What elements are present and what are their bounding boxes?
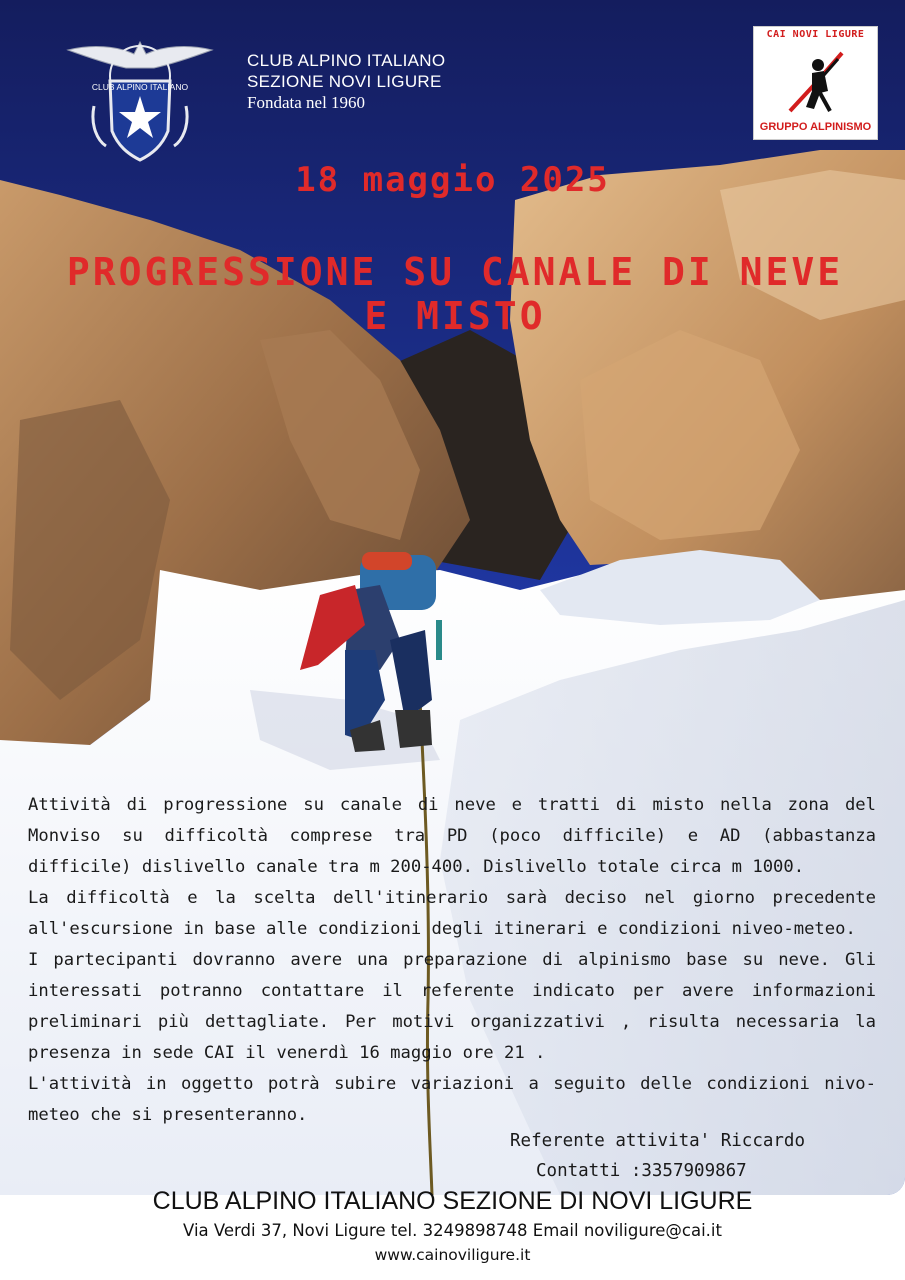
emblem-text: CLUB ALPINO ITALIANO (91, 82, 189, 92)
club-section: SEZIONE NOVI LIGURE (247, 72, 442, 91)
event-title-line1: PROGRESSIONE SU CANALE DI NEVE (66, 250, 844, 294)
club-header (247, 50, 445, 113)
group-alpinismo-logo (753, 26, 878, 140)
group-logo-bottom: GRUPPO ALPINISMO (759, 121, 872, 133)
description-paragraph: L'attività in oggetto potrà subire variazioni a seguito delle condizioni nivo-meteo che si presenteranno. (28, 1074, 876, 1125)
description-paragraph: I partecipanti dovranno avere una preparazione di alpinismo base su neve. Gli interessati potranno contattare il referente indicato per avere informazioni preliminari più dettagliate. Per motivi organizzativi , risulta necessaria la presenza in sede CAI il venerdì 16 maggio ore 21 . (28, 950, 876, 1063)
event-description (28, 790, 876, 1131)
cai-eagle-emblem (62, 36, 218, 166)
club-name: CLUB ALPINO ITALIANO (247, 51, 446, 70)
event-date: 18 maggio 2025 (295, 160, 610, 200)
description-paragraph: La difficoltà e la scelta dell'itinerario sarà deciso nel giorno precedente all'escursione in base alle condizioni degli itinerari e condizioni niveo-meteo. (28, 888, 876, 939)
footer-org: CLUB ALPINO ITALIANO SEZIONE DI NOVI LIGURE (152, 1187, 753, 1215)
referent-contact: Contatti :3357909867 (536, 1161, 747, 1181)
event-title-line2: E MISTO (364, 294, 546, 338)
climber-icon (784, 45, 848, 119)
referent-info (510, 1126, 805, 1186)
club-founded: Fondata nel 1960 (247, 93, 366, 112)
event-title (30, 250, 880, 338)
group-logo-top: CAI NOVI LIGURE (766, 29, 865, 40)
referent-name: Referente attivita' Riccardo (510, 1131, 806, 1151)
footer-website-link[interactable]: www.cainoviligure.it (374, 1246, 531, 1264)
footer (0, 1184, 905, 1266)
description-paragraph: Attività di progressione su canale di neve e tratti di misto nella zona del Monviso su difficoltà comprese tra PD (poco difficile) e AD (abbastanza difficile) dislivello canale tra m 200-400. Dislivello totale circa m 1000. (28, 795, 876, 877)
footer-address: Via Verdi 37, Novi Ligure tel. 3249898748 Email noviligure@cai.it (183, 1221, 722, 1240)
